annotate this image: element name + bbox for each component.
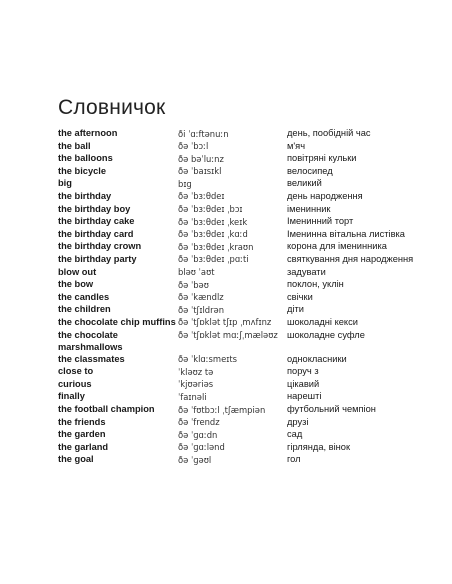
glossary-translation: шоколадні кекси	[287, 316, 358, 327]
glossary-transcription: ˈkləʊz tə	[178, 366, 214, 377]
glossary-term: the bicycle	[58, 165, 107, 176]
glossary-transcription: ðə ˈɡəʊl	[178, 454, 212, 465]
glossary-row	[58, 416, 448, 429]
glossary-term: curious	[58, 378, 92, 389]
glossary-row	[58, 177, 448, 190]
glossary-row	[58, 453, 448, 466]
glossary-row	[58, 253, 448, 266]
glossary-row	[58, 428, 448, 441]
glossary-term: finally	[58, 391, 85, 402]
glossary-transcription: ðə ˈɡɑːdn	[178, 429, 218, 440]
glossary-row	[58, 353, 448, 366]
glossary-translation: Іменинний торт	[287, 216, 354, 227]
glossary-term: close to	[58, 366, 94, 377]
glossary-translation: поклон, уклін	[287, 279, 344, 290]
glossary-transcription: ðə ˈkændlz	[178, 292, 224, 303]
glossary-translation: однокласники	[287, 353, 347, 364]
glossary-translation: корона для іменинника	[287, 241, 387, 252]
glossary-translation: великий	[287, 178, 322, 189]
glossary-row	[58, 215, 448, 228]
glossary-term: the ball	[58, 140, 91, 151]
glossary-term: the birthday card	[58, 228, 134, 239]
glossary-translation: святкування дня народження	[287, 253, 414, 264]
glossary-term: the bow	[58, 279, 94, 290]
glossary-transcription: ðə ˈbəʊ	[178, 279, 209, 290]
glossary-term: the birthday cake	[58, 216, 135, 227]
glossary-term: the balloons	[58, 153, 113, 164]
glossary-transcription: ðə ˈbaɪsɪkl	[178, 166, 222, 177]
glossary-translation: задувати	[287, 266, 326, 277]
glossary-transcription: ðə ˈtʃɒklət mɑːʃˌmæləʊz	[178, 330, 278, 340]
glossary-term: the birthday crown	[58, 241, 142, 252]
glossary-translation: сад	[287, 429, 303, 440]
glossary-transcription: ði ˈɑːftənuːn	[178, 128, 229, 139]
glossary-row	[58, 266, 448, 279]
glossary-translation: повітряні кульки	[287, 153, 357, 164]
glossary-row	[58, 190, 448, 203]
glossary-transcription: ðə ˈbɔːl	[178, 141, 209, 152]
glossary-translation: день народження	[287, 190, 363, 201]
glossary-transcription: ðə ˈbɜːθdeɪ ˌkraʊn	[178, 241, 254, 252]
glossary-translation: гол	[287, 454, 301, 465]
glossary-translation: нарешті	[287, 391, 322, 402]
glossary-row	[58, 441, 448, 454]
glossary-term: the afternoon	[58, 128, 118, 138]
glossary-translation: іменинник	[287, 203, 331, 214]
glossary-term: the birthday boy	[58, 203, 131, 214]
glossary-row	[58, 291, 448, 304]
glossary-translation: Іменинна вітальна листівка	[287, 228, 405, 239]
glossary-translation: гірлянда, вінок	[287, 441, 351, 452]
glossary-transcription: ðə ˈbɜːθdeɪ	[178, 191, 225, 202]
glossary-translation: цікавий	[287, 378, 320, 389]
glossary-row	[58, 316, 448, 329]
glossary-transcription: ðə ˈbɜːθdeɪ ˌkɑːd	[178, 229, 248, 240]
glossary-row	[58, 303, 448, 316]
glossary-translation: поруч з	[287, 366, 319, 377]
glossary-row	[58, 378, 448, 391]
glossary-transcription: ðə ˈtʃɪldrən	[178, 304, 224, 315]
glossary-transcription: ðə ˈbɜːθdeɪ ˌbɔɪ	[178, 204, 243, 215]
glossary-term: the garden	[58, 429, 106, 440]
glossary-term: the goal	[58, 454, 94, 465]
glossary-term: the football champion	[58, 404, 155, 415]
glossary-row	[58, 152, 448, 165]
glossary-transcription: ˈkjʊəriəs	[178, 379, 214, 390]
glossary-term: big	[58, 178, 72, 189]
glossary-table	[58, 127, 448, 466]
glossary-row	[58, 240, 448, 253]
glossary-translation: день, пообідній час	[287, 128, 371, 138]
glossary-row	[58, 365, 448, 378]
glossary-row	[58, 165, 448, 178]
glossary-transcription: ðə ˈbɜːθdeɪ ˌkeɪk	[178, 216, 248, 227]
glossary-translation: друзі	[287, 416, 309, 427]
glossary-translation: шоколадне суфле	[287, 329, 365, 340]
glossary-row	[58, 390, 448, 403]
glossary-transcription: bɪɡ	[178, 178, 192, 189]
glossary-row	[58, 403, 448, 416]
glossary-transcription: ðə ˈfʊtbɔːl ˌtʃæmpiən	[178, 404, 266, 415]
glossary-transcription: ðə ˈɡɑːlənd	[178, 442, 225, 453]
glossary-term: the birthday	[58, 190, 112, 201]
glossary-transcription: ðə ˈtʃɒklət tʃɪp ˌmʌfɪnz	[178, 317, 272, 328]
glossary-transcription: ðə bəˈluːnz	[178, 153, 224, 164]
glossary-term: the birthday party	[58, 253, 137, 264]
glossary-row	[58, 140, 448, 153]
glossary-term: the classmates	[58, 353, 125, 364]
glossary-row	[58, 228, 448, 241]
glossary-row	[58, 127, 448, 140]
glossary-transcription: bləʊ ˈaʊt	[178, 267, 215, 278]
glossary-term: the chocolate marshmallows	[58, 329, 123, 352]
glossary-term: the friends	[58, 416, 106, 427]
glossary-row	[58, 278, 448, 291]
glossary-term: the garland	[58, 441, 109, 452]
glossary-row	[58, 203, 448, 216]
glossary-term: the chocolate chip muffins	[58, 316, 176, 327]
glossary-translation: м'яч	[287, 140, 306, 151]
glossary-translation: свічки	[287, 291, 313, 302]
glossary-transcription: ðə ˈbɜːθdeɪ ˌpɑːti	[178, 254, 249, 265]
page-title: Словничок	[58, 96, 166, 119]
glossary-row	[58, 329, 448, 353]
glossary-transcription: ˈfaɪnəli	[178, 391, 207, 402]
glossary-translation: футбольний чемпіон	[287, 404, 376, 415]
glossary-translation: діти	[287, 304, 304, 315]
glossary-translation: велосипед	[287, 165, 333, 176]
glossary-term: the candles	[58, 291, 110, 302]
glossary-term: blow out	[58, 266, 97, 277]
glossary-transcription: ðə ˈklɑːsmeɪts	[178, 354, 237, 365]
glossary-transcription: ðə ˈfrendz	[178, 417, 220, 428]
glossary-term: the children	[58, 304, 111, 315]
